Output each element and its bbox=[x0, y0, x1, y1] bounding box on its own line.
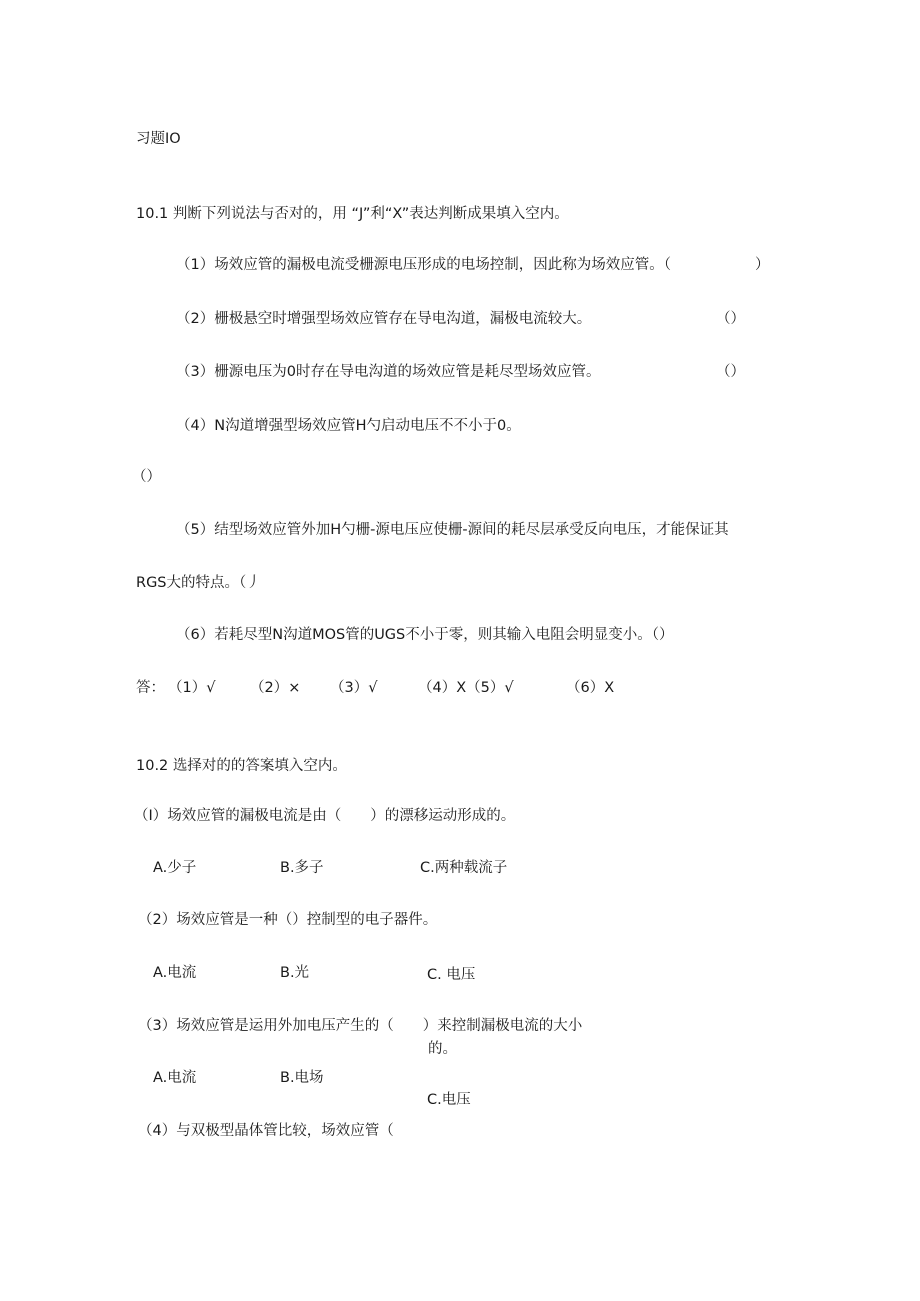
answer-blank-2: （） bbox=[716, 311, 745, 327]
page-title: 习题IO bbox=[136, 131, 181, 147]
option-2-a: A.电流 bbox=[153, 965, 197, 981]
option-1-a: A.少子 bbox=[153, 860, 197, 876]
option-2-b: B.光 bbox=[280, 965, 310, 981]
answer-blank-3: （） bbox=[716, 364, 745, 380]
answer-4-5: （4）X（5）√ bbox=[418, 680, 514, 696]
answer-label: 答： bbox=[136, 680, 165, 696]
statement-5: （5）结型场效应管外加H勺栅-源电压应使栅-源间的耗尽层承受反向电压，才能保证其 bbox=[176, 522, 729, 538]
answer-blank-4: （） bbox=[132, 469, 161, 485]
statement-1: （1）场效应管的漏极电流受栅源电压形成的电场控制，因此称为场效应管。（ bbox=[176, 257, 671, 273]
answer-1: （1）√ bbox=[168, 680, 216, 696]
question-10-2-heading: 10.2 选择对的的答案填入空内。 bbox=[136, 758, 347, 774]
answer-6: （6）X bbox=[566, 680, 615, 696]
option-1-c: C.两种载流子 bbox=[420, 860, 508, 876]
question-10-1-heading: 10.1 判断下列说法与否对的，用 “J”利“X”表达判断成果填入空内。 bbox=[136, 206, 569, 222]
statement-4: （4）N沟道增强型场效应管H勺启动电压不不小于0。 bbox=[176, 418, 521, 434]
option-3-a: A.电流 bbox=[153, 1070, 197, 1086]
option-1-b: B.多子 bbox=[280, 860, 324, 876]
statement-6: （6）若耗尽型N沟道MOS管的UGS不小于零，则其输入电阻会明显变小。（） bbox=[176, 627, 674, 643]
answer-2: （2）× bbox=[250, 680, 301, 696]
choice-question-2: （2）场效应管是一种（）控制型的电子器件。 bbox=[138, 912, 438, 928]
choice-question-3: （3）场效应管是运用外加电压产生的（ ）来控制漏极电流的大小 bbox=[138, 1018, 583, 1034]
answer-3: （3）√ bbox=[330, 680, 378, 696]
statement-2: （2）栅极悬空时增强型场效应管存在导电沟道，漏极电流较大。 bbox=[176, 311, 592, 327]
choice-question-3-continued: 的。 bbox=[428, 1041, 457, 1057]
choice-question-1: （I）场效应管的漏极电流是由（ ）的漂移运动形成的。 bbox=[134, 808, 516, 824]
answer-blank-1: ） bbox=[755, 257, 770, 273]
option-3-b: B.电场 bbox=[280, 1070, 324, 1086]
statement-5-continued: RGS大的特点。（丿 bbox=[136, 575, 261, 591]
statement-3: （3）栅源电压为0时存在导电沟道的场效应管是耗尽型场效应管。 bbox=[176, 364, 601, 380]
option-3-c: C.电压 bbox=[427, 1092, 471, 1108]
choice-question-4: （4）与双极型晶体管比较，场效应管（ bbox=[138, 1123, 394, 1139]
option-2-c: C. 电压 bbox=[427, 967, 476, 983]
